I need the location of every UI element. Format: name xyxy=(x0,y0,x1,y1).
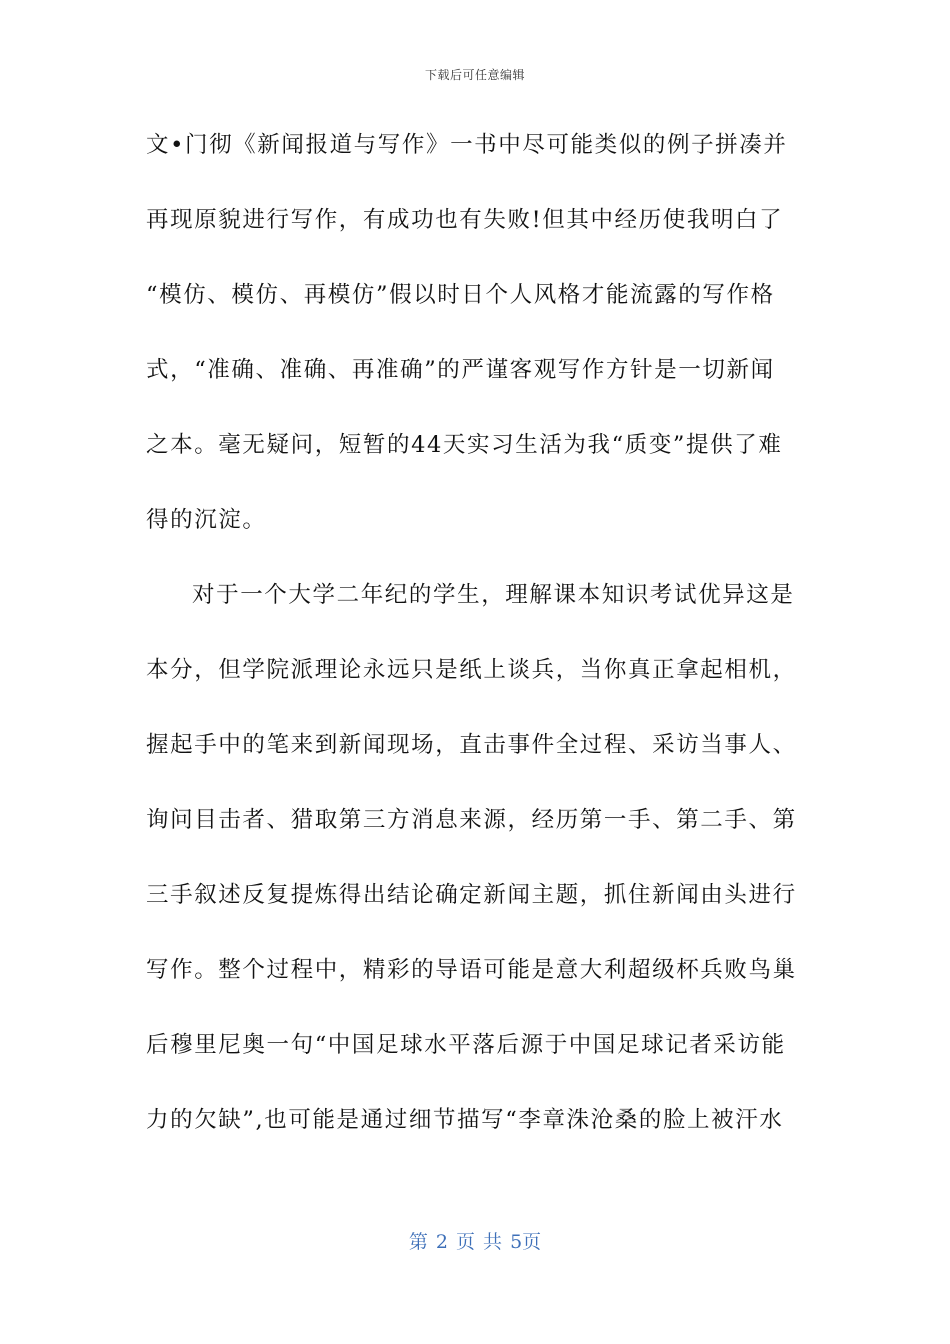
paragraph-line: 写作。整个过程中，精彩的导语可能是意大利超级杯兵败鸟巢 xyxy=(146,957,797,983)
paragraph-line: “模仿、模仿、再模仿”假以时日个人风格才能流露的写作格 xyxy=(146,282,775,308)
page-number-footer: 第 2 页 共 5页 xyxy=(408,1231,542,1253)
paragraph-line: 本分，但学院派理论永远只是纸上谈兵，当你真正拿起相机， xyxy=(146,657,797,683)
paragraph-line: 力的欠缺”,也可能是通过细节描写“李章洙沧桑的脸上被汗水 xyxy=(146,1107,784,1133)
paragraph-line: 询问目击者、猎取第三方消息来源，经历第一手、第二手、第 xyxy=(146,807,797,833)
paragraph-line: 得的沉淀。 xyxy=(146,507,267,533)
page-header: 下载后可任意编辑 xyxy=(424,68,525,82)
paragraph-line: 对于一个大学二年纪的学生，理解课本知识考试优异这是 xyxy=(192,582,795,608)
paragraph-line: 握起手中的笔来到新闻现场，直击事件全过程、采访当事人、 xyxy=(146,732,797,758)
paragraph-line: 之本。毫无疑问，短暂的44天实习生活为我“质变”提供了难 xyxy=(146,432,783,458)
paragraph-line: 再现原貌进行写作，有成功也有失败!但其中经历使我明白了 xyxy=(146,207,784,233)
paragraph-line: 三手叙述反复提炼得出结论确定新闻主题，抓住新闻由头进行 xyxy=(146,882,797,908)
paragraph-line: 后穆里尼奥一句“中国足球水平落后源于中国足球记者采访能 xyxy=(146,1032,786,1058)
paragraph-line: 文•门彻《新闻报道与写作》一书中尽可能类似的例子拼凑并 xyxy=(146,132,788,158)
paragraph-line: 式，“准确、准确、再准确”的严谨客观写作方针是一切新闻 xyxy=(146,357,775,383)
